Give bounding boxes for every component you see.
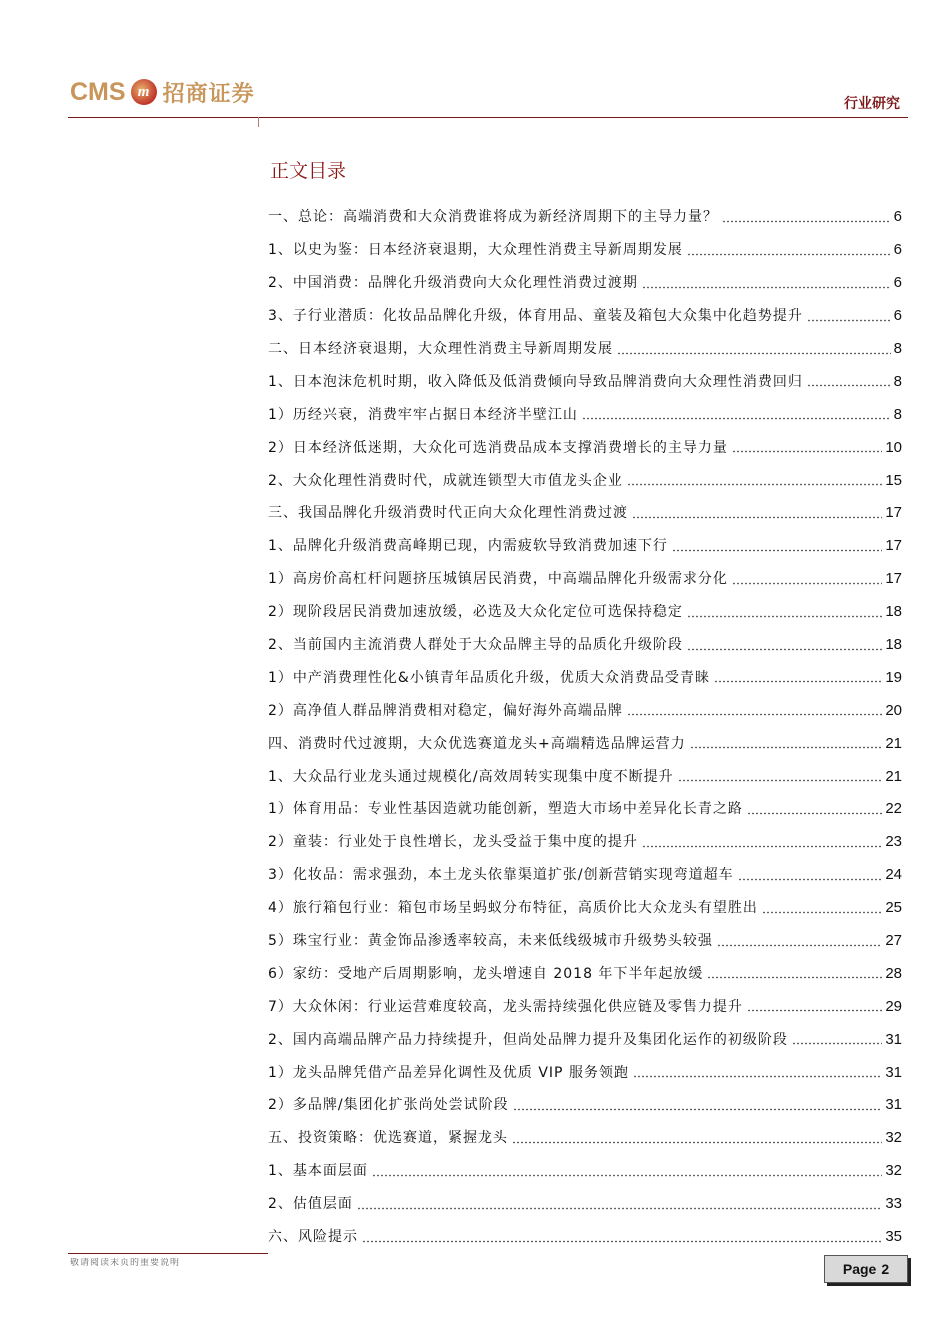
toc-list bbox=[268, 201, 902, 1254]
toc-dot-leader bbox=[738, 878, 883, 881]
toc-entry-title: 1）历经兴衰，消费牢牢占据日本经济半壁江山 bbox=[268, 406, 578, 423]
toc-entry[interactable] bbox=[268, 760, 902, 793]
footer-disclaimer: 敬请阅读末页的重要说明 bbox=[70, 1258, 181, 1266]
toc-entry[interactable] bbox=[268, 1122, 902, 1155]
toc-entry[interactable] bbox=[268, 629, 902, 662]
toc-entry-page: 35 bbox=[885, 1228, 902, 1246]
toc-dot-leader bbox=[687, 648, 882, 651]
toc-entry[interactable] bbox=[268, 530, 902, 563]
toc-dot-leader bbox=[792, 1042, 882, 1045]
toc-entry-title: 六、风险提示 bbox=[268, 1229, 358, 1246]
toc-entry-page: 24 bbox=[885, 866, 902, 884]
toc-entry[interactable] bbox=[268, 892, 902, 925]
toc-entry[interactable] bbox=[268, 990, 902, 1023]
toc-dot-leader bbox=[690, 746, 883, 749]
logo-emblem-icon: m bbox=[131, 79, 157, 105]
toc-dot-leader bbox=[672, 549, 882, 552]
toc-dot-leader bbox=[617, 352, 891, 355]
logo-cms-text: CMS bbox=[70, 77, 126, 106]
toc-entry-title: 3）化妆品：需求强劲，本土龙头依靠渠道扩张/创新营销实现弯道超车 bbox=[268, 867, 734, 884]
toc-entry-page: 10 bbox=[885, 438, 902, 456]
toc-entry[interactable] bbox=[268, 267, 902, 300]
toc-entry-page: 21 bbox=[885, 734, 902, 752]
toc-entry-title: 1、日本泡沫危机时期，收入降低及低消费倾向导致品牌消费向大众理性消费回归 bbox=[268, 373, 803, 390]
toc-entry-title: 2、大众化理性消费时代，成就连锁型大市值龙头企业 bbox=[268, 472, 623, 489]
toc-entry[interactable] bbox=[268, 333, 902, 366]
toc-dot-leader bbox=[633, 1075, 882, 1078]
toc-dot-leader bbox=[722, 220, 891, 223]
toc-dot-leader bbox=[687, 615, 882, 618]
toc-entry-page: 18 bbox=[885, 603, 902, 621]
toc-entry-title: 1）龙头品牌凭借产品差异化调性及优质 VIP 服务领跑 bbox=[268, 1064, 629, 1081]
toc-entry-title: 3、子行业潜质：化妆品品牌化升级，体育用品、童装及箱包大众集中化趋势提升 bbox=[268, 308, 803, 325]
toc-dot-leader bbox=[807, 384, 891, 387]
toc-entry-title: 1、以史为鉴：日本经济衰退期，大众理性消费主导新周期发展 bbox=[268, 242, 683, 259]
toc-dot-leader bbox=[707, 976, 882, 979]
header-divider-tick bbox=[258, 117, 259, 127]
toc-dot-leader bbox=[807, 319, 891, 322]
toc-dot-leader bbox=[512, 1141, 882, 1144]
toc-dot-leader bbox=[627, 483, 882, 486]
toc-entry[interactable] bbox=[268, 563, 902, 596]
toc-entry-page: 31 bbox=[885, 1096, 902, 1114]
toc-entry-page: 17 bbox=[885, 570, 902, 588]
toc-entry-title: 1、基本面层面 bbox=[268, 1163, 368, 1180]
toc-entry[interactable] bbox=[268, 234, 902, 267]
toc-entry[interactable] bbox=[268, 431, 902, 464]
toc-entry[interactable] bbox=[268, 464, 902, 497]
header-divider bbox=[68, 117, 908, 118]
page-number-badge bbox=[824, 1255, 908, 1283]
toc-entry-page: 6 bbox=[893, 241, 902, 259]
toc-entry-page: 17 bbox=[885, 537, 902, 555]
toc-dot-leader bbox=[747, 812, 882, 815]
toc-entry-page: 20 bbox=[885, 701, 902, 719]
toc-entry[interactable] bbox=[268, 300, 902, 333]
toc-entry-page: 33 bbox=[885, 1195, 902, 1213]
toc-entry-title: 1、品牌化升级消费高峰期已现，内需疲软导致消费加速下行 bbox=[268, 538, 668, 555]
toc-entry[interactable] bbox=[268, 925, 902, 958]
toc-entry-page: 21 bbox=[885, 767, 902, 785]
toc-entry-title: 2）高净值人群品牌消费相对稳定，偏好海外高端品牌 bbox=[268, 702, 623, 719]
toc-entry-page: 31 bbox=[885, 1030, 902, 1048]
toc-entry-title: 二、日本经济衰退期，大众理性消费主导新周期发展 bbox=[268, 341, 613, 357]
toc-entry-title: 三、我国品牌化升级消费时代正向大众化理性消费过渡 bbox=[268, 505, 628, 522]
toc-entry[interactable] bbox=[268, 1056, 902, 1089]
toc-entry-title: 四、消费时代过渡期，大众优选赛道龙头+高端精选品牌运营力 bbox=[268, 735, 686, 752]
toc-entry-page: 29 bbox=[885, 997, 902, 1015]
toc-entry[interactable] bbox=[268, 957, 902, 990]
toc-entry-page: 32 bbox=[885, 1162, 902, 1180]
toc-entry-title: 4）旅行箱包行业：箱包市场呈蚂蚁分布特征，高质价比大众龙头有望胜出 bbox=[268, 900, 758, 917]
toc-entry-title: 7）大众休闲：行业运营难度较高，龙头需持续强化供应链及零售力提升 bbox=[268, 998, 743, 1015]
toc-entry[interactable] bbox=[268, 1089, 902, 1122]
toc-entry[interactable] bbox=[268, 398, 902, 431]
toc-entry-page: 6 bbox=[893, 208, 902, 226]
toc-entry-page: 28 bbox=[885, 964, 902, 982]
toc-entry-title: 2、国内高端品牌产品力持续提升，但尚处品牌力提升及集团化运作的初级阶段 bbox=[268, 1031, 788, 1048]
toc-dot-leader bbox=[627, 713, 882, 716]
toc-entry-title: 五、投资策略：优选赛道，紧握龙头 bbox=[268, 1130, 508, 1147]
toc-dot-leader bbox=[642, 845, 882, 848]
toc-entry[interactable] bbox=[268, 1188, 902, 1221]
toc-entry[interactable] bbox=[268, 793, 902, 826]
toc-entry[interactable] bbox=[268, 1023, 902, 1056]
toc-entry-title: 2、中国消费：品牌化升级消费向大众化理性消费过渡期 bbox=[268, 275, 638, 292]
toc-dot-leader bbox=[687, 253, 891, 256]
toc-entry-title: 1）体育用品：专业性基因造就功能创新，塑造大市场中差异化长青之路 bbox=[268, 801, 743, 818]
toc-dot-leader bbox=[362, 1240, 882, 1243]
toc-entry-title: 5）珠宝行业：黄金饰品渗透率较高，未来低线级城市升级势头较强 bbox=[268, 933, 713, 950]
toc-entry-page: 19 bbox=[885, 668, 902, 686]
toc-entry-page: 15 bbox=[885, 471, 902, 489]
toc-dot-leader bbox=[678, 779, 883, 782]
toc-entry-page: 32 bbox=[885, 1129, 902, 1147]
toc-entry-title: 2）童装：行业处于良性增长，龙头受益于集中度的提升 bbox=[268, 834, 638, 851]
toc-entry-title: 2、估值层面 bbox=[268, 1196, 353, 1213]
toc-entry[interactable] bbox=[268, 1221, 902, 1254]
toc-dot-leader bbox=[732, 582, 882, 585]
toc-dot-leader bbox=[717, 944, 882, 947]
logo-chinese-name: 招商证券 bbox=[162, 81, 255, 107]
toc-entry-title: 2）现阶段居民消费加速放缓，必选及大众化定位可选保持稳定 bbox=[268, 604, 683, 621]
toc-entry-title: 6）家纺：受地产后周期影响，龙头增速自 2018 年下半年起放缓 bbox=[268, 965, 704, 982]
toc-entry-title: 1）高房价高杠杆问题挤压城镇居民消费，中高端品牌化升级需求分化 bbox=[268, 571, 728, 588]
report-category: 行业研究 bbox=[844, 96, 900, 112]
toc-entry-page: 8 bbox=[893, 405, 902, 423]
toc-entry[interactable] bbox=[268, 826, 902, 859]
toc-entry[interactable] bbox=[268, 661, 902, 694]
toc-entry-title: 一、总论：高端消费和大众消费谁将成为新经济周期下的主导力量？ bbox=[268, 209, 718, 226]
toc-entry[interactable] bbox=[268, 365, 902, 398]
toc-entry-title: 2）日本经济低迷期，大众化可选消费品成本支撑消费增长的主导力量 bbox=[268, 439, 728, 456]
toc-entry-page: 22 bbox=[885, 800, 902, 818]
toc-entry-title: 2、当前国内主流消费人群处于大众品牌主导的品质化升级阶段 bbox=[268, 637, 683, 654]
toc-entry[interactable] bbox=[268, 859, 902, 892]
toc-title: 正文目录 bbox=[270, 160, 347, 182]
toc-entry-page: 27 bbox=[885, 932, 902, 950]
toc-entry-page: 18 bbox=[885, 636, 902, 654]
toc-entry-page: 6 bbox=[893, 307, 902, 325]
toc-dot-leader bbox=[357, 1207, 882, 1210]
toc-dot-leader bbox=[632, 516, 882, 519]
toc-entry-title: 1）中产消费理性化&小镇青年品质化升级，优质大众消费品受青睐 bbox=[268, 669, 710, 686]
toc-entry[interactable] bbox=[268, 1155, 902, 1188]
toc-entry-title: 1、大众品行业龙头通过规模化/高效周转实现集中度不断提升 bbox=[268, 768, 674, 785]
toc-dot-leader bbox=[513, 1108, 883, 1111]
toc-dot-leader bbox=[714, 680, 882, 683]
toc-entry-page: 17 bbox=[885, 504, 902, 522]
page-label: Page bbox=[842, 1261, 877, 1277]
toc-entry[interactable] bbox=[268, 727, 902, 760]
toc-entry-page: 6 bbox=[893, 274, 902, 292]
toc-dot-leader bbox=[762, 911, 882, 914]
toc-dot-leader bbox=[732, 450, 882, 453]
toc-entry[interactable] bbox=[268, 596, 902, 629]
toc-entry-page: 25 bbox=[885, 899, 902, 917]
company-logo bbox=[70, 72, 255, 112]
toc-entry-title: 2）多品牌/集团化扩张尚处尝试阶段 bbox=[268, 1097, 509, 1114]
toc-dot-leader bbox=[642, 286, 891, 289]
toc-entry-page: 8 bbox=[893, 372, 902, 390]
toc-dot-leader bbox=[372, 1174, 882, 1177]
footer-divider bbox=[68, 1253, 268, 1254]
page-number: 2 bbox=[881, 1261, 890, 1277]
toc-dot-leader bbox=[582, 417, 891, 420]
toc-entry[interactable] bbox=[268, 694, 902, 727]
toc-entry[interactable] bbox=[268, 497, 902, 530]
toc-entry-page: 23 bbox=[885, 833, 902, 851]
toc-dot-leader bbox=[747, 1009, 882, 1012]
toc-entry-page: 31 bbox=[885, 1063, 902, 1081]
toc-entry[interactable] bbox=[268, 201, 902, 234]
toc-entry-page: 8 bbox=[893, 340, 902, 357]
